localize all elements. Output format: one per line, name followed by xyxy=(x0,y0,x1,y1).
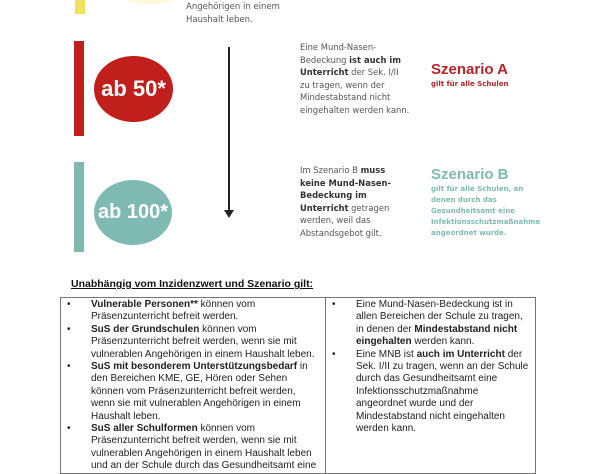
scenario-a-description xyxy=(300,41,410,117)
bullet-icon: • xyxy=(67,361,71,373)
description-text: Im Szenario B xyxy=(300,165,361,175)
table-row xyxy=(61,298,536,474)
description-emphasis: ist auch im Unterricht xyxy=(300,54,402,78)
item-text: Eine MNB ist xyxy=(356,348,417,360)
rules-table xyxy=(60,297,536,474)
level-badge-50 xyxy=(94,56,173,122)
list-item xyxy=(65,299,321,324)
level-badge-100 xyxy=(94,180,172,245)
description-emphasis: muss keine Mund-Nasen-Bedeckung im Unterricht xyxy=(300,165,391,213)
level-badge-label: ab 100* xyxy=(97,201,169,223)
level-bar-teal xyxy=(74,162,84,252)
description-text: Eine Mund-Nasen-Bedeckung xyxy=(300,42,377,65)
item-text: Eine Mund-Nasen-Bedeckung ist in allen Bereichen der Schule zu tragen, in denen der xyxy=(356,299,523,335)
scenario-a-title: Szenario A xyxy=(431,61,508,78)
item-emphasis: SuS mit besonderem Unterstützungsbedarf xyxy=(91,361,298,373)
top-text-line: Haushalt leben. xyxy=(186,15,253,25)
level-badge-yellow-partial xyxy=(110,0,190,4)
item-emphasis: SuS aller Schulformen xyxy=(91,423,198,435)
item-text: in den Bereichen KME, GE, Hören oder Sehen können vom Präsenzunterricht befreit werden, wenn sie mit vulnerablen Angehörigen in einem Haushalt leben. xyxy=(91,361,308,422)
down-arrow-icon xyxy=(224,210,234,218)
list-item xyxy=(65,361,321,423)
list-item xyxy=(330,349,531,436)
bullet-icon: • xyxy=(67,299,71,310)
level-bar-red xyxy=(74,41,84,136)
description-text: der Sek. I/II zu tragen, wenn der Mindestabstand nicht eingehalten werden kann. xyxy=(300,67,410,115)
scenario-a-subtitle: gilt für alle Schulen xyxy=(431,80,509,88)
bullet-icon: • xyxy=(67,323,71,335)
item-emphasis: Vulnerable Personen** xyxy=(91,299,198,310)
level-bar-yellow xyxy=(75,0,85,14)
item-text: der Sek. I/II zu tragen, wenn an der Schule durch das Gesundheitsamt eine Infektionsschutzmaßnahme angeordnet wurde und der Mindestabstand nicht eingehalten werden kann. xyxy=(356,348,529,435)
item-text: können vom Präsenzunterricht befreit werden, wenn sie mit vulnerablen Angehörigen in einem Haushalt leben und an der Schule durch das Gesundheitsamt eine xyxy=(91,423,317,472)
section-heading: Unabhängig vom Inzidenzwert und Szenario gilt: xyxy=(71,278,314,290)
list-item xyxy=(65,324,321,361)
bullet-icon: • xyxy=(332,348,336,360)
table-cell-exemptions xyxy=(61,298,326,474)
exemptions-list xyxy=(65,299,321,473)
item-emphasis: auch im Unterricht xyxy=(416,348,505,360)
table-cell-masks xyxy=(326,298,536,474)
level-badge-label: ab 50* xyxy=(101,76,166,101)
list-item xyxy=(330,299,531,349)
item-text: können vom Präsenzunterricht befreit werden. xyxy=(91,299,256,323)
bullet-icon: • xyxy=(67,423,71,435)
mask-rules-list xyxy=(330,299,531,435)
bullet-icon: • xyxy=(332,299,336,310)
item-text: können vom Präsenzunterricht befreit werden, wenn sie mit vulnerablen Angehörigen in einem Haushalt leben. xyxy=(91,323,315,360)
scenario-b-title: Szenario B xyxy=(431,166,509,183)
down-arrow-line xyxy=(228,47,230,212)
scenario-b-subtitle: gilt für alle Schulen, an denen durch das Gesundheitsamt eine Infektionsschutzmaßnahme angeordnet wurde. xyxy=(431,185,541,237)
item-emphasis: SuS der Grundschulen xyxy=(91,323,200,335)
description-text: getragen werden, weil das Abstandsgebot gilt. xyxy=(300,202,390,238)
top-text-line: Angehörigen in einem xyxy=(186,2,280,12)
top-text-fragment xyxy=(186,1,280,27)
item-emphasis: Mindestabstand nicht eingehalten xyxy=(356,323,518,348)
scenario-b-description xyxy=(300,164,410,240)
list-item xyxy=(65,423,321,473)
item-text: werden kann. xyxy=(411,336,475,348)
